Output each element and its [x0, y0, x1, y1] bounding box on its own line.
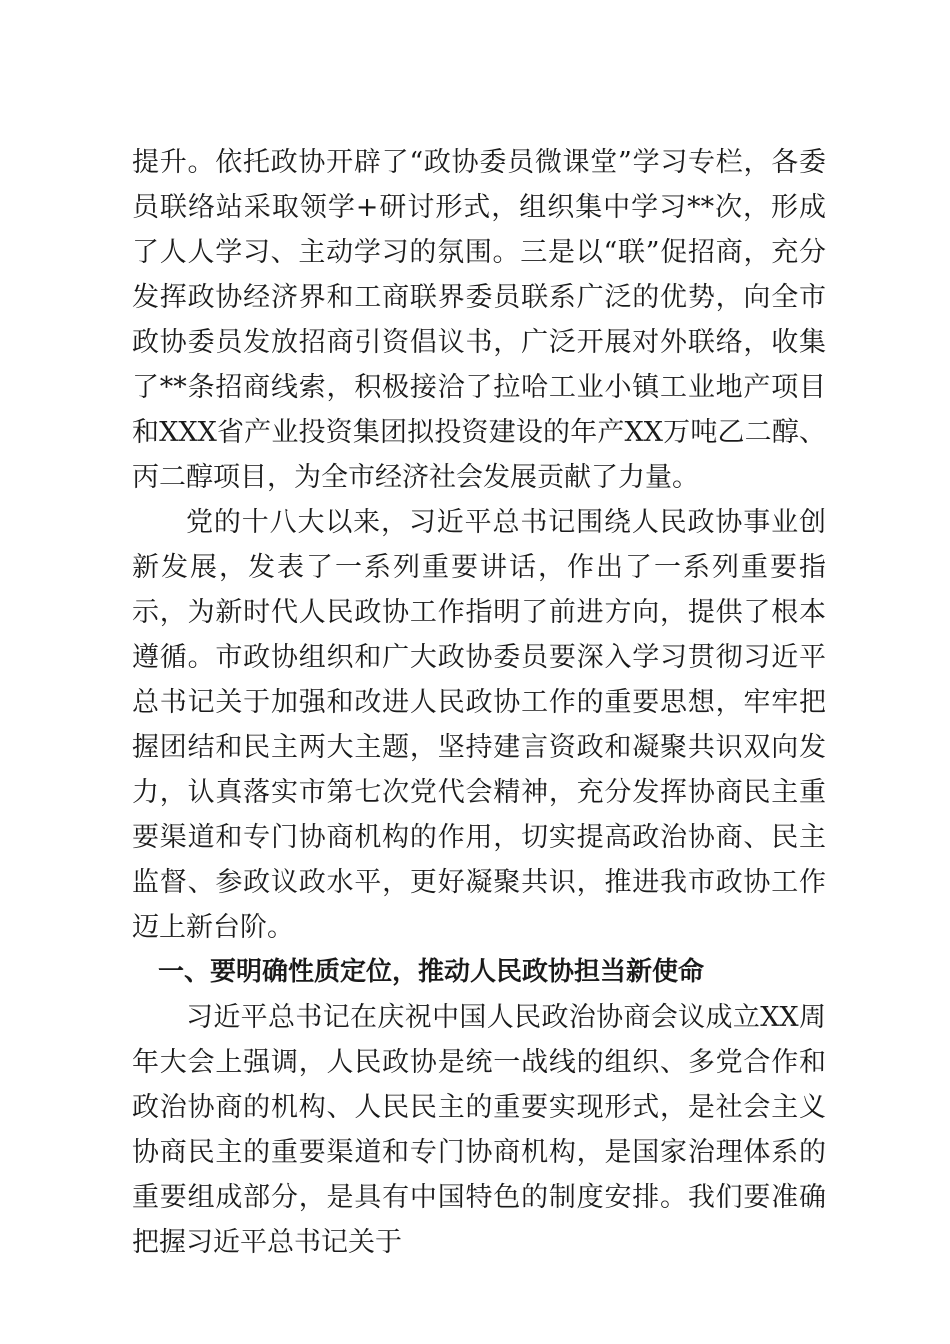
paragraph-party-congress: 党的十八大以来，习近平总书记围绕人民政协事业创新发展，发表了一系列重要讲话，作出了一系列重要指示，为新时代人民政协工作指明了前进方向，提供了根本遵循。市政协组织和广大政协委员要深入学习贯彻习近平总书记关于加强和改进人民政协工作的重要思想，牢牢把握团结和民主两大主题，坚持建言资政和凝聚共识双向发力，认真落实市第七次党代会精神，充分发挥协商民主重要渠道和专门协商机构的作用，切实提高政治协商、民主监督、参政议政水平，更好凝聚共识，推进我市政协工作迈上新台阶。 — [132, 507, 826, 943]
paragraph-cppcc-nature: 习近平总书记在庆祝中国人民政治协商会议成立XX周年大会上强调，人民政协是统一战线的组织、多党合作和政治协商的机构、人民民主的重要实现形式，是社会主义协商民主的重要渠道和专门协商机构，是国家治理体系的重要组成部分，是具有中国特色的制度安排。我们要准确把握习近平总书记关于 — [132, 1002, 826, 1258]
document-body — [132, 140, 826, 1265]
paragraph-continued: 提升。依托政协开辟了“政协委员微课堂”学习专栏，各委员联络站采取领学+研讨形式，组织集中学习**次，形成了人人学习、主动学习的氛围。三是以“联”促招商，充分发挥政协经济界和工商联界委员联系广泛的优势，向全市政协委员发放招商引资倡议书，广泛开展对外联络，收集了**条招商线索，积极接洽了拉哈工业小镇工业地产项目和XXX省产业投资集团拟投资建设的年产XX万吨乙二醇、丙二醇项目，为全市经济社会发展贡献了力量。 — [132, 147, 826, 493]
section-heading: 一、要明确性质定位，推动人民政协担当新使命 — [158, 957, 705, 987]
